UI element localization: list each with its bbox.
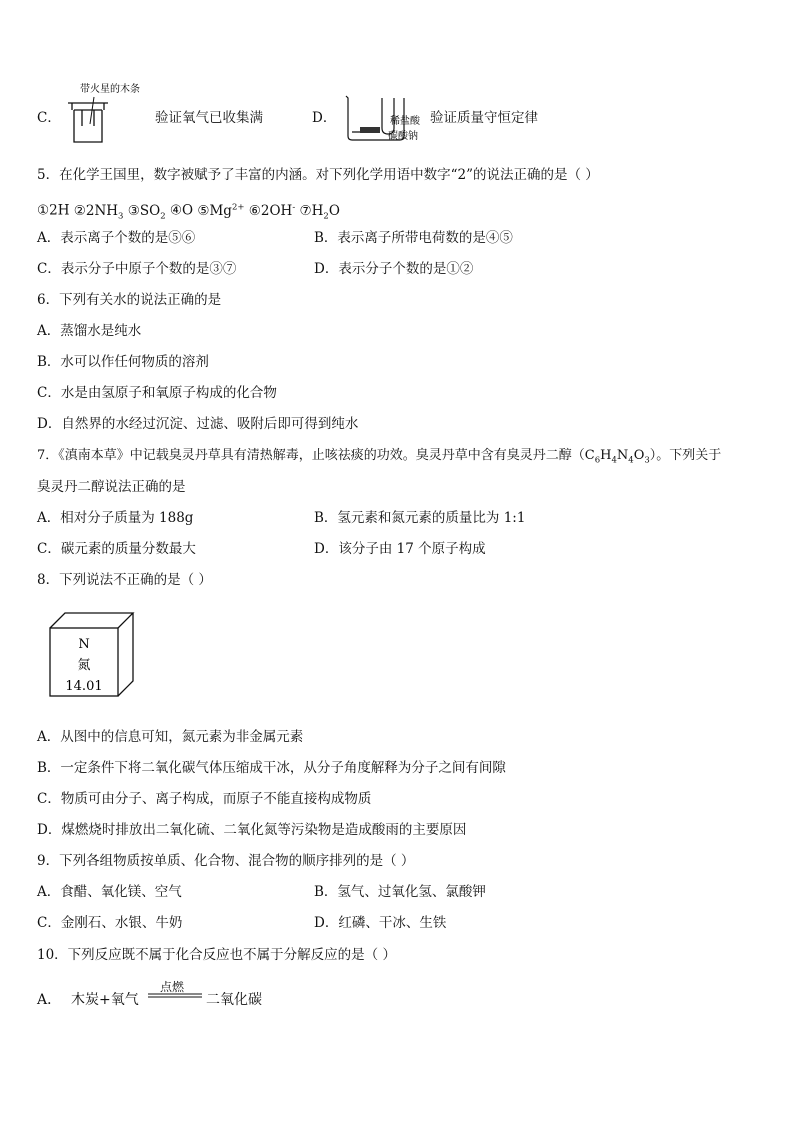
q7-option-b: B．氢元素和氮元素的质量比为 1:1 <box>314 510 526 526</box>
q9-option-b: B．氢气、过氧化氢、氯酸钾 <box>314 884 486 900</box>
q6-option-b: B．水可以作任何物质的溶剂 <box>37 354 209 370</box>
q4-option-c-text: 验证氧气已收集满 <box>155 110 263 126</box>
q5-option-a: A．表示离子个数的是⑤⑥ <box>37 230 196 246</box>
hydrochloric-acid-label: 稀盐酸 <box>390 116 420 127</box>
q7-option-d: D．该分子由 17 个原子构成 <box>314 541 486 557</box>
element-name: 氮 <box>77 658 91 673</box>
q6-option-c: C．水是由氢原子和氧原子构成的化合物 <box>37 385 277 401</box>
formula-3: $③SO_2$ <box>127 202 166 222</box>
q7-option-c: C．碳元素的质量分数最大 <box>37 541 196 557</box>
gas-bottle-icon <box>68 103 108 142</box>
q6-option-a: A．蒸馏水是纯水 <box>37 323 142 339</box>
q8-option-b: B．一定条件下将二氧化碳气体压缩成干冰，从分子角度解释为分子之间有间隙 <box>37 760 506 776</box>
q7-stem-line2: 臭灵丹二醇说法正确的是 <box>37 479 186 495</box>
q9-stem: 9．下列各组物质按单质、化合物、混合物的顺序排列的是（ ） <box>37 853 415 869</box>
q9-option-d: D．红磷、干冰、生铁 <box>314 915 447 931</box>
q7-option-a: A．相对分子质量为 188g <box>37 510 194 526</box>
element-mass: 14.01 <box>65 679 103 694</box>
formula-5: $⑤Mg^{2+}$ <box>197 202 245 219</box>
q10-stem: 10．下列反应既不属于化合反应也不属于分解反应的是（ ） <box>37 947 396 963</box>
q5-option-b: B．表示离子所带电荷数的是④⑤ <box>314 230 513 246</box>
q8-option-a: A．从图中的信息可知，氮元素为非金属元素 <box>37 729 304 745</box>
q9-option-a: A．食醋、氧化镁、空气 <box>37 884 182 900</box>
reaction-arrow <box>146 991 206 999</box>
formula-2: $②2NH_3$ <box>73 202 124 222</box>
q5-formulas <box>37 198 340 225</box>
element-card <box>45 610 145 700</box>
question-4-diagrams <box>0 0 794 150</box>
q5-option-c: C．表示分子中原子个数的是③⑦ <box>37 261 237 277</box>
formula-7: $⑦H_2O$ <box>299 202 340 222</box>
formula-1: ①2H <box>37 202 70 219</box>
splint-label: 带火星的木条 <box>80 84 140 95</box>
q5-stem: 5．在化学王国里，数字被赋予了丰富的内涵。对下列化学用语中数字“2”的说法正确的是（ ） <box>37 167 599 183</box>
q8-stem: 8．下列说法不正确的是（ ） <box>37 572 212 588</box>
q8-option-d: D．煤燃烧时排放出二氧化硫、二氧化氮等污染物是造成酸雨的主要原因 <box>37 822 467 838</box>
q5-option-d: D．表示分子个数的是①② <box>314 261 474 277</box>
formula-4: ④O <box>169 202 194 219</box>
q6-option-d: D．自然界的水经过沉淀、过滤、吸附后即可得到纯水 <box>37 416 359 432</box>
formula-6: ⑥2OH- <box>248 202 296 219</box>
q8-option-c: C．物质可由分子、离子构成，而原子不能直接构成物质 <box>37 791 372 807</box>
q4-option-d-label: D． <box>312 110 337 126</box>
sodium-carbonate-powder <box>360 127 380 133</box>
q9-option-c: C．金刚石、水银、牛奶 <box>37 915 183 931</box>
q10-reactants: 木炭+氧气 <box>71 992 139 1008</box>
q10-option-a-label: A． <box>37 992 62 1008</box>
sodium-carbonate-label: 碳酸钠 <box>388 131 418 142</box>
q6-stem: 6．下列有关水的说法正确的是 <box>37 292 222 308</box>
element-symbol: N <box>78 637 90 652</box>
q7-stem: 7．《滇南本草》中记载臭灵丹草具有清热解毒，止咳祛痰的功效。臭灵丹草中含有臭灵丹二醇$(C_6H_4N_4O_3)$。下列关于 <box>37 448 722 466</box>
q10-product: 二氧化碳 <box>206 992 262 1008</box>
q10-condition: 点燃 <box>160 980 185 994</box>
q4-option-c-label: C． <box>37 110 61 126</box>
q4-option-d-text: 验证质量守恒定律 <box>430 110 538 126</box>
